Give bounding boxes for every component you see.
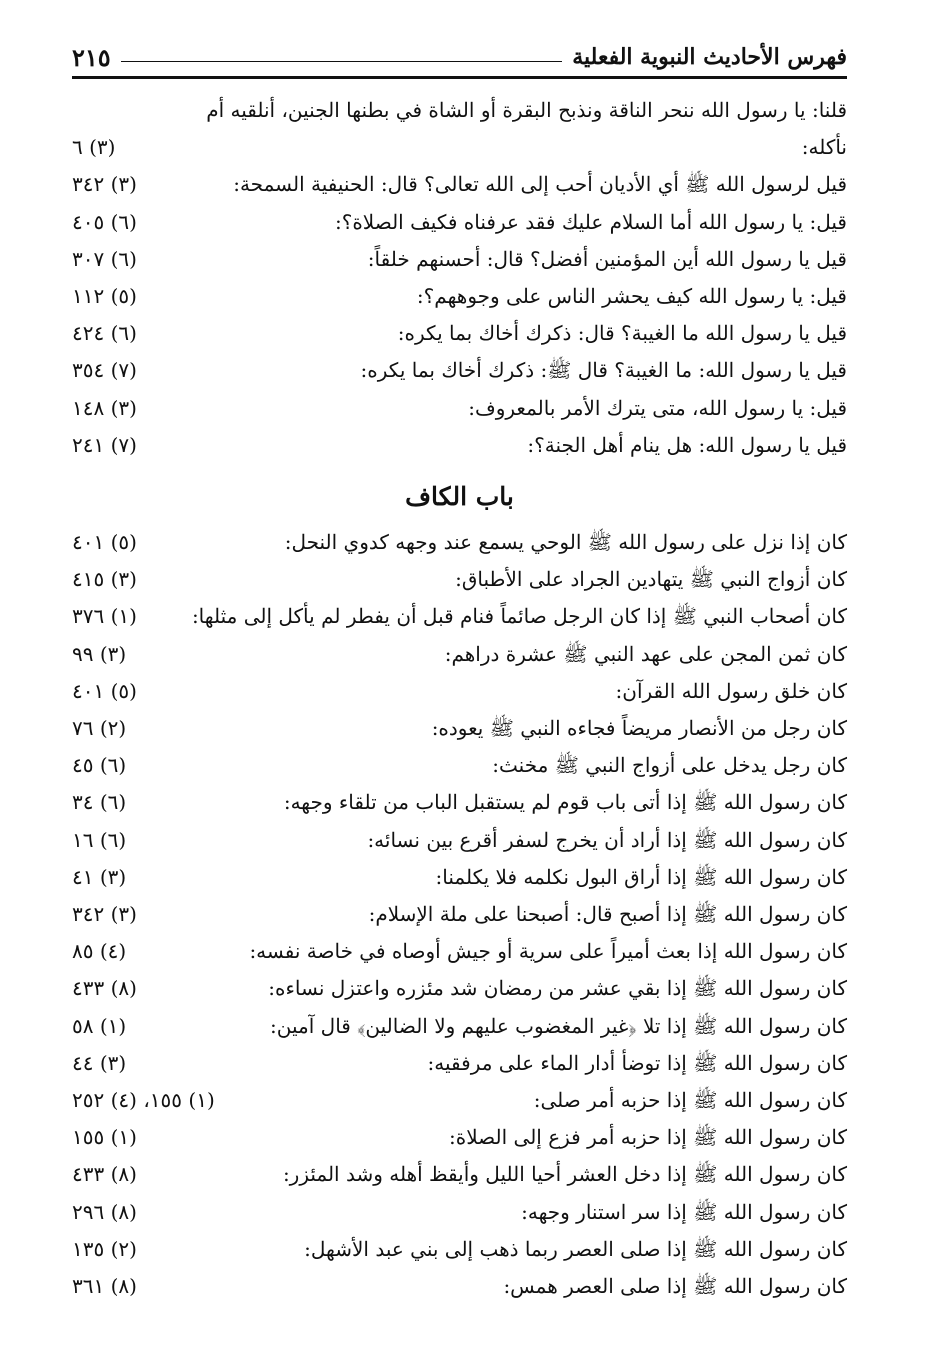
entry-text: كان رسول الله ﷺ إذا تلا ﴿غير المغضوب عليهم ولا الضالين﴾ قال آمين: <box>270 1013 847 1038</box>
entry-text: كان رسول الله ﷺ إذا سر استنار وجهه: <box>521 1199 847 1224</box>
entry-text: قيل يا رسول الله: هل ينام أهل الجنة؟: <box>527 432 847 457</box>
entry-text: كان ثمن المجن على عهد النبي ﷺ عشرة دراهم: <box>444 641 847 666</box>
index-entry <box>72 747 847 784</box>
index-entry <box>72 710 847 747</box>
entry-reference: (١) ١٥٥، (٤) ٢٥٢ <box>72 1088 215 1113</box>
entry-text: كان رسول الله ﷺ إذا بقي عشر من رمضان شد مئزره واعتزل نساءه: <box>268 976 847 1001</box>
index-entry <box>72 1119 847 1156</box>
index-entry <box>72 390 847 427</box>
entry-text: كان رسول الله ﷺ إذا توضأ أدار الماء على مرفقيه: <box>427 1050 847 1075</box>
entry-reference: (٦) ١٦ <box>72 827 127 852</box>
entry-reference: (١) ٣٧٦ <box>72 604 137 629</box>
entry-text: كان رسول الله ﷺ إذا أصبح قال: أصبحنا على ملة الإسلام: <box>368 902 847 927</box>
index-entry <box>72 1231 847 1268</box>
index-entry <box>72 1008 847 1045</box>
index-entry <box>72 896 847 933</box>
entry-reference: (٨) ٢٩٦ <box>72 1199 137 1224</box>
entry-reference: (٦) ٤٥ <box>72 753 127 778</box>
entry-text: كان خلق رسول الله القرآن: <box>615 678 847 703</box>
entry-reference: (٦) ٤٢٤ <box>72 321 137 346</box>
entry-reference: (٣) ٩٩ <box>72 641 127 666</box>
index-entry <box>72 241 847 278</box>
index-entry <box>72 636 847 673</box>
header-title: فهرس الأحاديث النبوية الفعلية <box>572 44 847 70</box>
index-entry <box>72 561 847 598</box>
entry-reference: (٨) ٤٣٣ <box>72 1162 137 1187</box>
section-heading: باب الكاف <box>405 482 514 512</box>
entry-text: قيل لرسول الله ﷺ أي الأديان أحب إلى الله تعالى؟ قال: الحنيفية السمحة: <box>233 172 847 197</box>
index-entry <box>72 784 847 821</box>
entry-text: كان أزواج النبي ﷺ يتهادين الجراد على الأطباق: <box>455 567 847 592</box>
entry-text: كان رسول الله ﷺ إذا أراق البول نكلمه فلا يكلمنا: <box>435 864 847 889</box>
index-entry <box>72 352 847 389</box>
entry-text: قيل يا رسول الله ما الغيبة؟ قال: ذكرك أخاك بما يكره: <box>397 321 847 346</box>
index-entry <box>72 933 847 970</box>
entry-text: كان رسول الله ﷺ إذا دخل العشر أحيا الليل وأيقظ أهله وشد المئزر: <box>282 1162 847 1187</box>
entry-text: قيل: يا رسول الله، متى يترك الأمر بالمعروف: <box>468 395 847 420</box>
entry-text: كان إذا نزل على رسول الله ﷺ الوحي يسمع عند وجهه كدوي النحل: <box>284 530 847 555</box>
index-entry <box>72 524 847 561</box>
entry-reference: (١) ١٥٥ <box>72 1125 137 1150</box>
index-entry <box>72 315 847 352</box>
index-entry <box>72 1194 847 1231</box>
entry-text: قيل: يا رسول الله كيف يحشر الناس على وجوههم؟: <box>416 284 847 309</box>
entry-text: قلنا: يا رسول الله ننحر الناقة ونذبح البقرة أو الشاة في بطنها الجنين، أنلقيه أم نأكله: <box>206 98 847 160</box>
index-entry <box>72 673 847 710</box>
entry-reference: (٦) ٣٤ <box>72 790 127 815</box>
entry-reference: (٨) ٤٣٣ <box>72 976 137 1001</box>
entry-text: قيل يا رسول الله: ما الغيبة؟ قال ﷺ: ذكرك أخاك بما يكره: <box>360 358 847 383</box>
index-entry <box>72 1045 847 1082</box>
entry-text: كان أصحاب النبي ﷺ إذا كان الرجل صائماً فنام قبل أن يفطر لم يأكل إلى مثلها: <box>191 604 847 629</box>
index-entry <box>72 166 847 203</box>
index-entry <box>72 278 847 315</box>
index-entry <box>72 598 847 635</box>
entry-text: كان رجل يدخل على أزواج النبي ﷺ مخنث: <box>492 753 847 778</box>
index-entry <box>72 970 847 1007</box>
entry-reference: (١) ٥٨ <box>72 1013 127 1038</box>
header-rule <box>121 61 563 62</box>
page-number: ٢١٥ <box>72 43 111 72</box>
entry-reference: (٣) ٤٤ <box>72 1050 127 1075</box>
entry-text: كان رسول الله ﷺ إذا صلى العصر ربما ذهب إلى بني عبد الأشهل: <box>304 1236 847 1261</box>
index-entry <box>72 822 847 859</box>
entry-reference: (٦) ٣٠٧ <box>72 246 137 271</box>
entry-reference: (٨) ٣٦١ <box>72 1274 137 1299</box>
index-entry <box>72 1268 847 1305</box>
entry-reference: (٦) ٤٠٥ <box>72 209 137 234</box>
entry-reference: (٣) ٤١٥ <box>72 567 137 592</box>
entry-reference: (٥) ١١٢ <box>72 284 137 309</box>
entry-text: كان رسول الله إذا بعث أميراً على سرية أو جيش أوصاه في خاصة نفسه: <box>249 939 847 964</box>
index-entry <box>72 859 847 896</box>
entry-reference: (٢) ١٣٥ <box>72 1236 137 1261</box>
entry-text: قيل يا رسول الله أين المؤمنين أفضل؟ قال: أحسنهم خلقاً: <box>367 246 847 271</box>
running-header <box>72 36 847 79</box>
entry-reference: (٣) ٣٤٢ <box>72 902 137 927</box>
entry-text: كان رسول الله ﷺ إذا صلى العصر همس: <box>503 1274 847 1299</box>
index-entry <box>72 204 847 241</box>
index-entry <box>72 427 847 464</box>
entry-text: كان رجل من الأنصار مريضاً فجاءه النبي ﷺ يعوده: <box>431 716 847 741</box>
entry-reference: (٧) ٣٥٤ <box>72 358 137 383</box>
entry-text: كان رسول الله ﷺ إذا حزبه أمر فزع إلى الصلاة: <box>449 1125 847 1150</box>
entry-reference: (٧) ٢٤١ <box>72 432 137 457</box>
entry-reference: (٥) ٤٠١ <box>72 530 137 555</box>
index-entry <box>72 1082 847 1119</box>
entry-reference: (٣) ٦ <box>72 135 116 160</box>
entry-reference: (٤) ٨٥ <box>72 939 127 964</box>
entry-text: كان رسول الله ﷺ إذا حزبه أمر صلى: <box>533 1088 847 1113</box>
entry-text: كان رسول الله ﷺ إذا أتى باب قوم لم يستقبل الباب من تلقاء وجهه: <box>283 790 847 815</box>
index-entry <box>72 1156 847 1193</box>
entry-reference: (٥) ٤٠١ <box>72 678 137 703</box>
entry-reference: (٣) ١٤٨ <box>72 395 137 420</box>
entry-text: كان رسول الله ﷺ إذا أراد أن يخرج لسفر أقرع بين نسائه: <box>367 827 847 852</box>
entry-text: قيل: يا رسول الله أما السلام عليك فقد عرفناه فكيف الصلاة؟: <box>334 209 847 234</box>
entry-reference: (٣) ٤١ <box>72 864 127 889</box>
hadith-index-list <box>72 92 847 1305</box>
entry-reference: (٣) ٣٤٢ <box>72 172 137 197</box>
entry-reference: (٢) ٧٦ <box>72 716 127 741</box>
index-entry <box>72 92 847 166</box>
